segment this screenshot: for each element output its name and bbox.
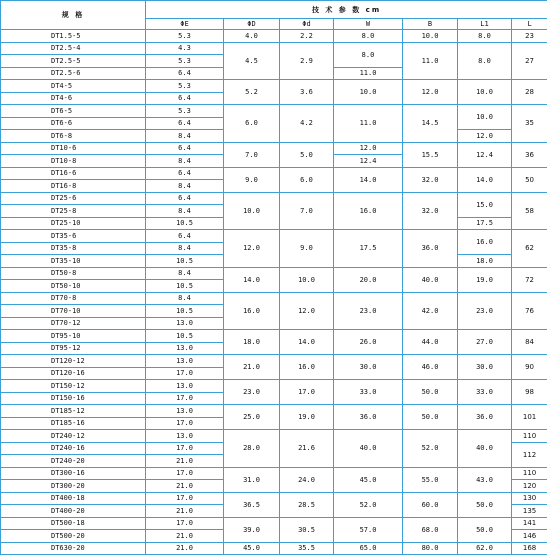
phi-e-cell: 21.0 (146, 530, 224, 543)
b-cell: 36.0 (403, 230, 458, 268)
l-cell: 146 (512, 530, 547, 543)
l1-cell: 14.0 (458, 167, 512, 192)
phi-e-cell: 6.4 (146, 192, 224, 205)
model-cell: DT120-16 (1, 367, 146, 380)
phi-small-d-cell: 35.5 (280, 542, 334, 555)
b-cell: 50.0 (403, 405, 458, 430)
table-row (1, 430, 547, 443)
phi-e-cell: 10.5 (146, 305, 224, 318)
l1-cell: 10.0 (458, 105, 512, 130)
l1-cell: 8.0 (458, 42, 512, 80)
phi-e-cell: 10.5 (146, 280, 224, 293)
l1-cell: 18.0 (458, 255, 512, 268)
w-cell: 45.0 (334, 467, 403, 492)
l-cell: 36 (512, 142, 547, 167)
table-row (1, 142, 547, 155)
phi-big-d-cell: 23.0 (224, 380, 280, 405)
model-cell: DT240-16 (1, 442, 146, 455)
b-cell: 44.0 (403, 330, 458, 355)
b-cell: 80.0 (403, 542, 458, 555)
b-cell: 32.0 (403, 192, 458, 230)
l1-cell: 23.0 (458, 292, 512, 330)
phi-small-d-cell: 30.5 (280, 517, 334, 542)
b-cell: 15.5 (403, 142, 458, 167)
l-cell: 62 (512, 230, 547, 268)
l1-cell: 62.0 (458, 542, 512, 555)
model-cell: DT6-8 (1, 130, 146, 143)
l-cell: 110 (512, 467, 547, 480)
model-cell: DT400-18 (1, 492, 146, 505)
model-cell: DT35-6 (1, 230, 146, 243)
w-cell: 26.0 (334, 330, 403, 355)
l1-cell: 30.0 (458, 355, 512, 380)
phi-small-d-cell: 14.0 (280, 330, 334, 355)
l-cell: 110 (512, 430, 547, 443)
phi-e-cell: 8.4 (146, 242, 224, 255)
phi-e-cell: 13.0 (146, 317, 224, 330)
l-cell: 27 (512, 42, 547, 80)
l-cell: 98 (512, 380, 547, 405)
table-row (1, 292, 547, 305)
model-cell: DT500-18 (1, 517, 146, 530)
phi-small-d-cell: 12.0 (280, 292, 334, 330)
model-cell: DT2.5-5 (1, 55, 146, 68)
model-cell: DT6-5 (1, 105, 146, 118)
w-cell: 20.0 (334, 267, 403, 292)
l-cell: 72 (512, 267, 547, 292)
w-cell: 12.4 (334, 155, 403, 168)
phi-big-d-cell: 25.0 (224, 405, 280, 430)
phi-e-cell: 8.4 (146, 130, 224, 143)
b-cell: 55.0 (403, 467, 458, 492)
phi-e-cell: 17.0 (146, 367, 224, 380)
l-cell: 168 (512, 542, 547, 555)
l-cell: 23 (512, 30, 547, 43)
phi-big-d-cell: 4.5 (224, 42, 280, 80)
b-cell: 46.0 (403, 355, 458, 380)
table-row (1, 267, 547, 280)
phi-small-d-cell: 17.0 (280, 380, 334, 405)
w-cell: 30.0 (334, 355, 403, 380)
table-row (1, 230, 547, 243)
model-cell: DT4-5 (1, 80, 146, 93)
model-cell: DT16-6 (1, 167, 146, 180)
phi-e-cell: 17.0 (146, 392, 224, 405)
phi-e-cell: 21.0 (146, 455, 224, 468)
phi-e-cell: 21.0 (146, 480, 224, 493)
w-cell: 57.0 (334, 517, 403, 542)
model-cell: DT240-20 (1, 455, 146, 468)
phi-small-d-cell: 3.6 (280, 80, 334, 105)
l-cell: 50 (512, 167, 547, 192)
phi-e-cell: 17.0 (146, 467, 224, 480)
phi-small-d-cell: 4.2 (280, 105, 334, 143)
phi-e-cell: 4.3 (146, 42, 224, 55)
phi-small-d-cell: 2.2 (280, 30, 334, 43)
table-row (1, 42, 547, 55)
l-cell: 112 (512, 442, 547, 467)
col-header-phi-e: ΦE (146, 19, 224, 30)
table-row (1, 30, 547, 43)
model-cell: DT630-20 (1, 542, 146, 555)
phi-big-d-cell: 5.2 (224, 80, 280, 105)
phi-e-cell: 13.0 (146, 430, 224, 443)
l1-cell: 8.0 (458, 30, 512, 43)
phi-small-d-cell: 2.9 (280, 42, 334, 80)
model-cell: DT6-6 (1, 117, 146, 130)
b-cell: 40.0 (403, 267, 458, 292)
phi-e-cell: 17.0 (146, 417, 224, 430)
phi-big-d-cell: 4.0 (224, 30, 280, 43)
w-cell: 65.0 (334, 542, 403, 555)
phi-small-d-cell: 28.5 (280, 492, 334, 517)
phi-e-cell: 17.0 (146, 442, 224, 455)
model-cell: DT240-12 (1, 430, 146, 443)
phi-small-d-cell: 7.0 (280, 192, 334, 230)
phi-big-d-cell: 45.0 (224, 542, 280, 555)
l-cell: 101 (512, 405, 547, 430)
phi-e-cell: 21.0 (146, 542, 224, 555)
phi-small-d-cell: 19.0 (280, 405, 334, 430)
phi-e-cell: 5.3 (146, 55, 224, 68)
phi-big-d-cell: 10.0 (224, 192, 280, 230)
model-cell: DT300-16 (1, 467, 146, 480)
b-cell: 68.0 (403, 517, 458, 542)
w-cell: 36.0 (334, 405, 403, 430)
model-cell: DT300-20 (1, 480, 146, 493)
phi-big-d-cell: 16.0 (224, 292, 280, 330)
model-cell: DT150-12 (1, 380, 146, 393)
table-row (1, 405, 547, 418)
col-header-phi-small-d: Φd (280, 19, 334, 30)
model-cell: DT25-6 (1, 192, 146, 205)
model-cell: DT70-10 (1, 305, 146, 318)
table-row (1, 467, 547, 480)
spec-table-body (1, 30, 547, 555)
model-cell: DT2.5-6 (1, 67, 146, 80)
model-cell: DT95-12 (1, 342, 146, 355)
phi-e-cell: 10.5 (146, 217, 224, 230)
phi-e-cell: 10.5 (146, 255, 224, 268)
table-row (1, 105, 547, 118)
phi-e-cell: 10.5 (146, 330, 224, 343)
b-cell: 42.0 (403, 292, 458, 330)
model-cell: DT4-6 (1, 92, 146, 105)
l-cell: 130 (512, 492, 547, 505)
w-cell: 11.0 (334, 67, 403, 80)
header-row-1 (1, 1, 547, 19)
phi-small-d-cell: 16.0 (280, 355, 334, 380)
phi-e-cell: 8.4 (146, 180, 224, 193)
l-cell: 76 (512, 292, 547, 330)
l1-cell: 36.0 (458, 405, 512, 430)
model-cell: DT185-12 (1, 405, 146, 418)
model-cell: DT95-10 (1, 330, 146, 343)
l1-cell: 43.0 (458, 467, 512, 492)
model-cell: DT35-8 (1, 242, 146, 255)
model-cell: DT2.5-4 (1, 42, 146, 55)
table-row (1, 330, 547, 343)
l-cell: 120 (512, 480, 547, 493)
col-header-phi-big-d: ΦD (224, 19, 280, 30)
col-header-l: L (512, 19, 547, 30)
l-cell: 58 (512, 192, 547, 230)
w-cell: 12.0 (334, 142, 403, 155)
phi-small-d-cell: 9.0 (280, 230, 334, 268)
phi-e-cell: 13.0 (146, 342, 224, 355)
l1-cell: 50.0 (458, 517, 512, 542)
w-cell: 10.0 (334, 80, 403, 105)
b-cell: 14.5 (403, 105, 458, 143)
w-cell: 40.0 (334, 430, 403, 468)
l1-cell: 10.0 (458, 80, 512, 105)
l1-cell: 12.4 (458, 142, 512, 167)
phi-big-d-cell: 39.0 (224, 517, 280, 542)
phi-big-d-cell: 12.0 (224, 230, 280, 268)
w-cell: 23.0 (334, 292, 403, 330)
b-cell: 32.0 (403, 167, 458, 192)
b-cell: 60.0 (403, 492, 458, 517)
phi-e-cell: 5.3 (146, 105, 224, 118)
phi-e-cell: 13.0 (146, 355, 224, 368)
table-row (1, 492, 547, 505)
b-cell: 10.0 (403, 30, 458, 43)
phi-e-cell: 8.4 (146, 155, 224, 168)
table-row (1, 380, 547, 393)
w-cell: 8.0 (334, 42, 403, 67)
col-header-b: B (403, 19, 458, 30)
w-cell: 14.0 (334, 167, 403, 192)
phi-big-d-cell: 28.0 (224, 430, 280, 468)
table-row (1, 80, 547, 93)
table-row (1, 192, 547, 205)
w-cell: 16.0 (334, 192, 403, 230)
phi-e-cell: 17.0 (146, 517, 224, 530)
l1-cell: 17.5 (458, 217, 512, 230)
model-cell: DT150-16 (1, 392, 146, 405)
model-column-header: 规 格 (1, 1, 146, 30)
phi-e-cell: 6.4 (146, 92, 224, 105)
b-cell: 12.0 (403, 80, 458, 105)
table-row (1, 542, 547, 555)
b-cell: 52.0 (403, 430, 458, 468)
phi-small-d-cell: 6.0 (280, 167, 334, 192)
l-cell: 90 (512, 355, 547, 380)
model-cell: DT120-12 (1, 355, 146, 368)
phi-big-d-cell: 18.0 (224, 330, 280, 355)
phi-e-cell: 6.4 (146, 142, 224, 155)
model-cell: DT10-8 (1, 155, 146, 168)
phi-e-cell: 8.4 (146, 205, 224, 218)
phi-e-cell: 8.4 (146, 267, 224, 280)
col-header-l1: L1 (458, 19, 512, 30)
table-row (1, 355, 547, 368)
phi-small-d-cell: 10.0 (280, 267, 334, 292)
model-cell: DT500-20 (1, 530, 146, 543)
w-cell: 52.0 (334, 492, 403, 517)
phi-e-cell: 8.4 (146, 292, 224, 305)
phi-small-d-cell: 5.0 (280, 142, 334, 167)
phi-big-d-cell: 6.0 (224, 105, 280, 143)
l1-cell: 16.0 (458, 230, 512, 255)
phi-e-cell: 13.0 (146, 380, 224, 393)
phi-e-cell: 5.3 (146, 80, 224, 93)
phi-big-d-cell: 36.5 (224, 492, 280, 517)
model-cell: DT16-8 (1, 180, 146, 193)
phi-e-cell: 21.0 (146, 505, 224, 518)
model-cell: DT70-8 (1, 292, 146, 305)
col-header-w: W (334, 19, 403, 30)
phi-e-cell: 6.4 (146, 167, 224, 180)
phi-small-d-cell: 21.6 (280, 430, 334, 468)
model-cell: DT25-8 (1, 205, 146, 218)
l1-cell: 40.0 (458, 430, 512, 468)
table-row (1, 517, 547, 530)
phi-e-cell: 13.0 (146, 405, 224, 418)
tech-params-header: 技 术 参 数 cm (146, 1, 547, 19)
phi-big-d-cell: 21.0 (224, 355, 280, 380)
model-cell: DT1.5-5 (1, 30, 146, 43)
model-cell: DT185-16 (1, 417, 146, 430)
model-cell: DT25-10 (1, 217, 146, 230)
model-cell: DT50-8 (1, 267, 146, 280)
model-cell: DT50-10 (1, 280, 146, 293)
l1-cell: 19.0 (458, 267, 512, 292)
b-cell: 50.0 (403, 380, 458, 405)
w-cell: 8.0 (334, 30, 403, 43)
l1-cell: 12.0 (458, 130, 512, 143)
l1-cell: 50.0 (458, 492, 512, 517)
w-cell: 17.5 (334, 230, 403, 268)
phi-small-d-cell: 24.0 (280, 467, 334, 492)
l-cell: 35 (512, 105, 547, 143)
l-cell: 84 (512, 330, 547, 355)
b-cell: 11.0 (403, 42, 458, 80)
w-cell: 33.0 (334, 380, 403, 405)
w-cell: 11.0 (334, 105, 403, 143)
phi-e-cell: 6.4 (146, 117, 224, 130)
l1-cell: 15.0 (458, 192, 512, 217)
phi-e-cell: 5.3 (146, 30, 224, 43)
model-cell: DT400-20 (1, 505, 146, 518)
phi-e-cell: 17.0 (146, 492, 224, 505)
phi-e-cell: 6.4 (146, 230, 224, 243)
model-cell: DT10-6 (1, 142, 146, 155)
model-cell: DT70-12 (1, 317, 146, 330)
phi-big-d-cell: 31.0 (224, 467, 280, 492)
phi-big-d-cell: 7.0 (224, 142, 280, 167)
phi-e-cell: 6.4 (146, 67, 224, 80)
l1-cell: 27.0 (458, 330, 512, 355)
l-cell: 141 (512, 517, 547, 530)
table-row (1, 167, 547, 180)
l-cell: 28 (512, 80, 547, 105)
model-cell: DT35-10 (1, 255, 146, 268)
phi-big-d-cell: 14.0 (224, 267, 280, 292)
l-cell: 135 (512, 505, 547, 518)
l1-cell: 33.0 (458, 380, 512, 405)
phi-big-d-cell: 9.0 (224, 167, 280, 192)
